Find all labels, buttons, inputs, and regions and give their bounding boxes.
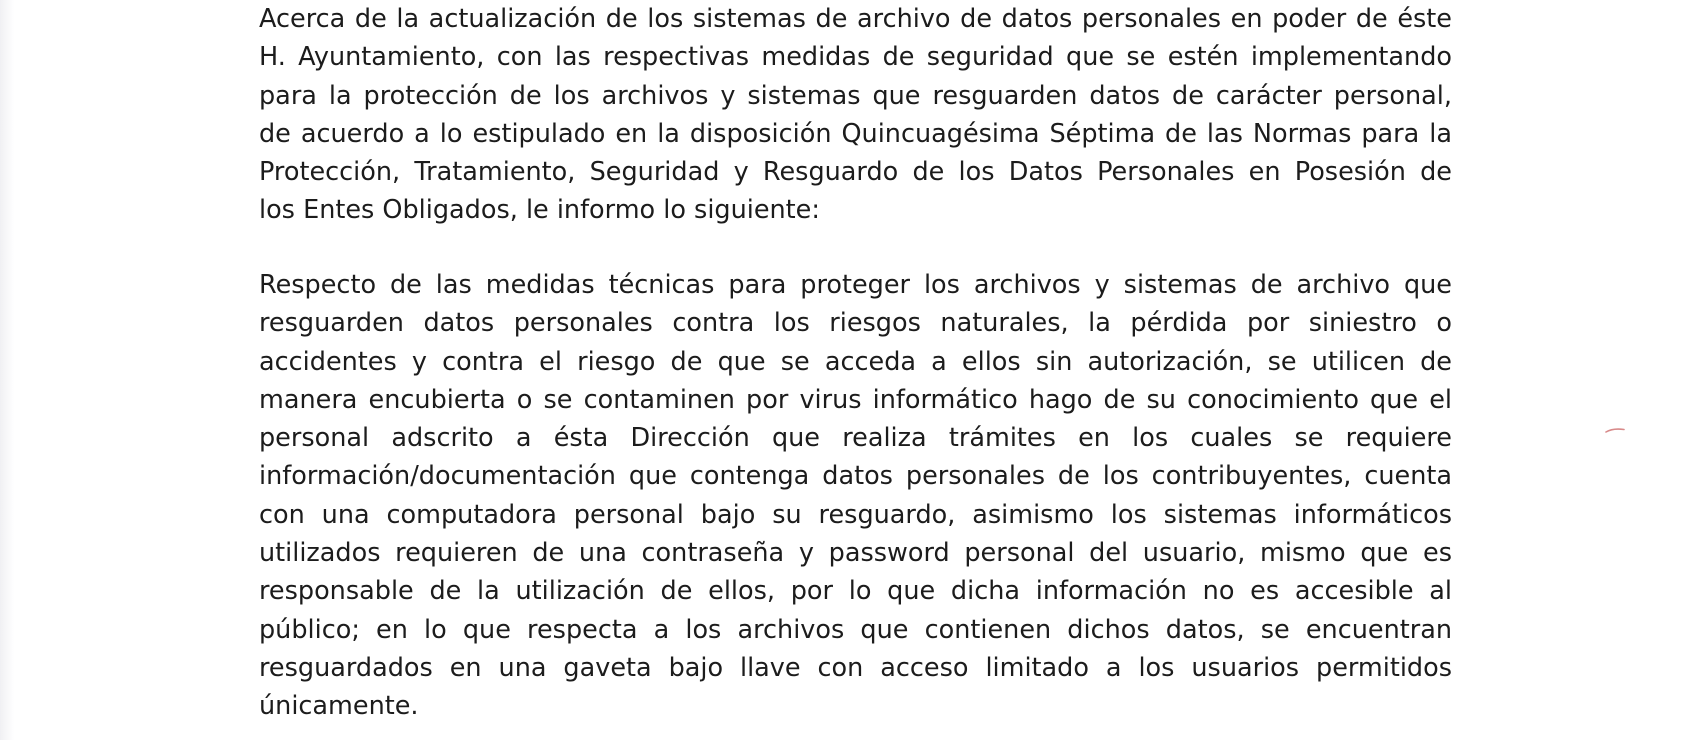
text-line: H. Ayuntamiento, con las respectivas medidas de seguridad que se estén implementando <box>259 42 1452 73</box>
text-line: personal adscrito a ésta Dirección que realiza trámites en los cuales se requiere <box>259 423 1452 454</box>
text-line: los Entes Obligados, le informo lo siguiente: <box>259 195 820 226</box>
text-line: resguarden datos personales contra los riesgos naturales, la pérdida por siniestro o <box>259 308 1452 339</box>
text-line: manera encubierta o se contaminen por virus informático hago de su conocimiento que el <box>259 384 1452 415</box>
text-line: Protección, Tratamiento, Seguridad y Resguardo de los Datos Personales en Posesión de <box>259 157 1452 188</box>
text-line: público; en lo que respecta a los archivos que contienen dichos datos, se encuentran <box>259 614 1452 645</box>
ink-mark <box>1605 428 1625 433</box>
text-line: Acerca de la actualización de los sistemas de archivo de datos personales en poder de éste <box>259 4 1452 34</box>
scan-left-edge <box>0 0 14 740</box>
text-line: de acuerdo a lo estipulado en la disposición Quincuagésima Séptima de las Normas para la <box>259 118 1452 149</box>
paragraph-intro <box>259 0 1452 230</box>
text-line: con una computadora personal bajo su resguardo, asimismo los sistemas informáticos <box>259 499 1452 530</box>
text-line: utilizados requieren de una contraseña y password personal del usuario, mismo que es <box>259 538 1452 569</box>
text-line: para la protección de los archivos y sistemas que resguarden datos de carácter personal, <box>259 80 1452 111</box>
text-line: Respecto de las medidas técnicas para proteger los archivos y sistemas de archivo que <box>259 270 1452 300</box>
text-line: responsable de la utilización de ellos, por lo que dicha información no es accesible al <box>259 576 1452 607</box>
paragraph-measures <box>259 266 1452 726</box>
text-line: accidentes y contra el riesgo de que se acceda a ellos sin autorización, se utilicen de <box>259 346 1452 377</box>
text-line: información/documentación que contenga datos personales de los contribuyentes, cuenta <box>259 461 1452 492</box>
text-line: únicamente. <box>259 691 419 722</box>
text-line: resguardados en una gaveta bajo llave con acceso limitado a los usuarios permitidos <box>259 652 1452 683</box>
